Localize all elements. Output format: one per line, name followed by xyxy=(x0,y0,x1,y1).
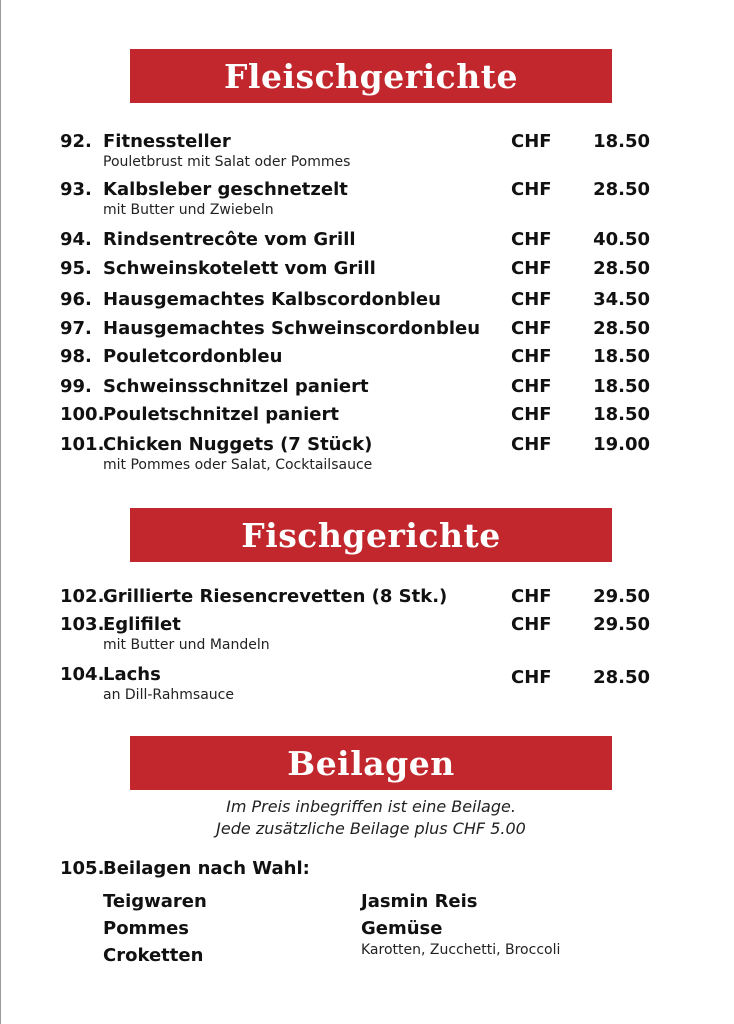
item-number: 103. xyxy=(60,614,105,635)
item-currency: CHF xyxy=(511,179,552,200)
side-option: Teigwaren xyxy=(103,891,207,912)
item-description: Pouletbrust mit Salat oder Pommes xyxy=(103,154,351,170)
item-currency: CHF xyxy=(511,318,552,339)
item-number: 105. xyxy=(60,858,105,879)
item-name: Schweinskotelett vom Grill xyxy=(103,258,376,279)
item-currency: CHF xyxy=(511,229,552,250)
side-option: Pommes xyxy=(103,918,189,939)
side-option: Jasmin Reis xyxy=(361,891,478,912)
item-price: 29.50 xyxy=(593,614,650,635)
item-description: mit Butter und Zwiebeln xyxy=(103,202,274,218)
item-name: Fitnessteller xyxy=(103,131,231,152)
item-number: 95. xyxy=(60,258,92,279)
item-name: Lachs xyxy=(103,664,161,685)
item-currency: CHF xyxy=(511,586,552,607)
item-number: 98. xyxy=(60,346,92,367)
side-option-detail: Karotten, Zucchetti, Broccoli xyxy=(361,942,561,958)
item-number: 97. xyxy=(60,318,92,339)
item-price: 18.50 xyxy=(593,131,650,152)
item-price: 28.50 xyxy=(593,667,650,688)
item-number: 92. xyxy=(60,131,92,152)
item-price: 18.50 xyxy=(593,346,650,367)
item-price: 40.50 xyxy=(593,229,650,250)
item-currency: CHF xyxy=(511,434,552,455)
item-name: Hausgemachtes Schweinscordonbleu xyxy=(103,318,481,339)
item-price: 18.50 xyxy=(593,376,650,397)
item-price: 28.50 xyxy=(593,179,650,200)
item-number: 102. xyxy=(60,586,105,607)
item-name: Pouletschnitzel paniert xyxy=(103,404,339,425)
item-currency: CHF xyxy=(511,376,552,397)
item-name: Eglifilet xyxy=(103,614,181,635)
item-description: an Dill-Rahmsauce xyxy=(103,687,234,703)
side-option: Croketten xyxy=(103,945,204,966)
item-price: 28.50 xyxy=(593,258,650,279)
item-number: 96. xyxy=(60,289,92,310)
item-number: 100. xyxy=(60,404,105,425)
item-price: 34.50 xyxy=(593,289,650,310)
item-number: 93. xyxy=(60,179,92,200)
beilagen-note-line1: Im Preis inbegriffen ist eine Beilage. xyxy=(226,797,516,816)
section-title: Beilagen xyxy=(287,743,455,783)
item-price: 18.50 xyxy=(593,404,650,425)
section-banner-beilagen xyxy=(130,736,612,790)
item-price: 28.50 xyxy=(593,318,650,339)
item-price: 29.50 xyxy=(593,586,650,607)
page-edge xyxy=(0,0,1,1024)
item-name: Chicken Nuggets (7 Stück) xyxy=(103,434,373,455)
item-name: Hausgemachtes Kalbscordonbleu xyxy=(103,289,441,310)
side-option: Gemüse xyxy=(361,918,443,939)
section-title: Fleischgerichte xyxy=(224,56,518,96)
item-currency: CHF xyxy=(511,346,552,367)
item-name: Schweinsschnitzel paniert xyxy=(103,376,369,397)
section-banner-fleischgerichte xyxy=(130,49,612,103)
item-currency: CHF xyxy=(511,614,552,635)
item-name: Rindsentrecôte vom Grill xyxy=(103,229,356,250)
item-name: Pouletcordonbleu xyxy=(103,346,283,367)
item-name: Kalbsleber geschnetzelt xyxy=(103,179,348,200)
item-description: mit Pommes oder Salat, Cocktailsauce xyxy=(103,457,373,473)
item-description: mit Butter und Mandeln xyxy=(103,637,270,653)
item-currency: CHF xyxy=(511,667,552,688)
item-currency: CHF xyxy=(511,258,552,279)
item-number: 99. xyxy=(60,376,92,397)
item-currency: CHF xyxy=(511,131,552,152)
section-banner-fischgerichte xyxy=(130,508,612,562)
item-name: Beilagen nach Wahl: xyxy=(103,858,310,879)
item-currency: CHF xyxy=(511,404,552,425)
item-number: 94. xyxy=(60,229,92,250)
section-title: Fischgerichte xyxy=(241,515,501,555)
beilagen-note-line2: Jede zusätzliche Beilage plus CHF 5.00 xyxy=(216,819,526,838)
item-price: 19.00 xyxy=(593,434,650,455)
item-name: Grillierte Riesencrevetten (8 Stk.) xyxy=(103,586,448,607)
item-currency: CHF xyxy=(511,289,552,310)
item-number: 101. xyxy=(60,434,105,455)
item-number: 104. xyxy=(60,664,105,685)
